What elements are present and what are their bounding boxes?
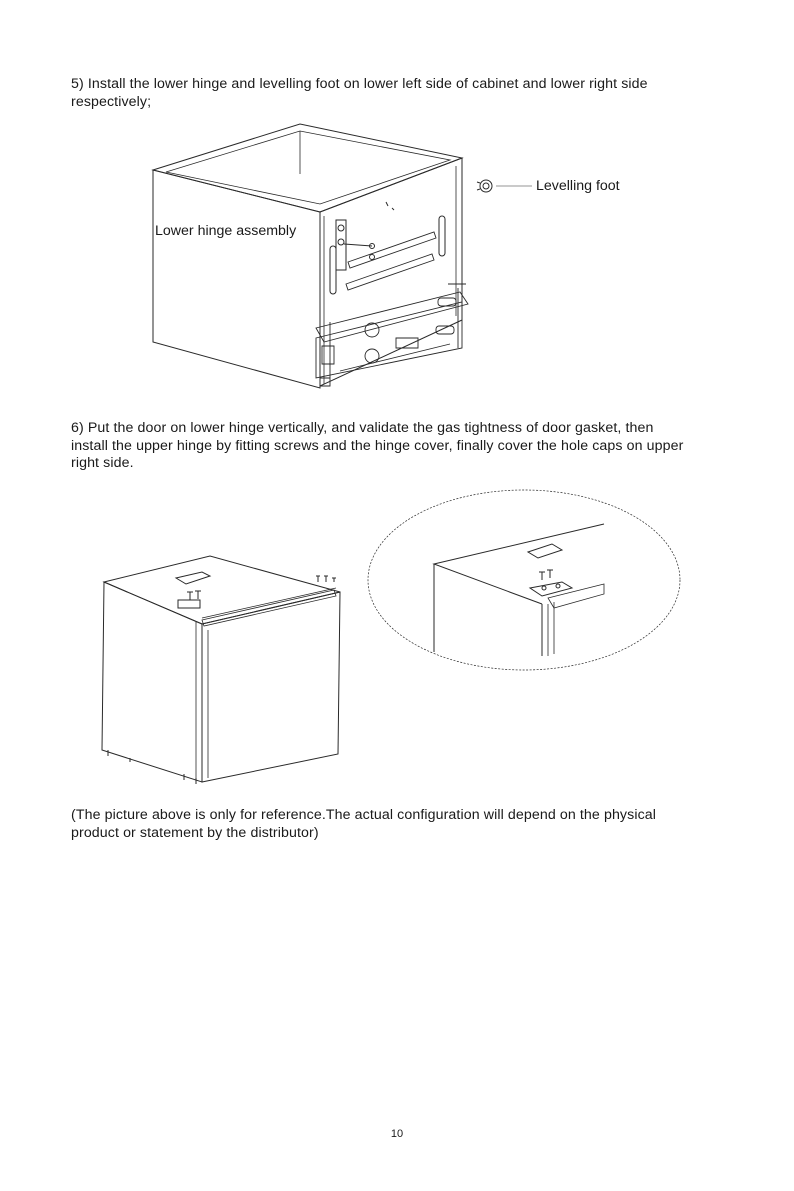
step-5-instruction (71, 76, 731, 111)
cabinet-lower-hinge-diagram (140, 116, 630, 396)
side-panel-slot-1 (348, 232, 436, 268)
cabinet-left-panel (153, 170, 320, 388)
lower-hinge-assembly-label: Lower hinge assembly (155, 223, 297, 239)
side-panel-slot-2 (346, 254, 434, 290)
side-slot-vertical-right (439, 216, 445, 256)
step-5-line-2: respectively; (71, 93, 152, 110)
reference-note-line-1: (The picture above is only for reference.The actual configuration will depend on the physical (71, 807, 657, 823)
step-6-line-2: install the upper hinge by fitting screws and the hinge cover, finally cover the hole caps on upper (71, 437, 684, 454)
step-5-line-1: 5) Install the lower hinge and levelling foot on lower left side of cabinet and lower right side (71, 76, 648, 92)
detail-hinge-cover (528, 544, 562, 558)
step-6-line-1: 6) Put the door on lower hinge vertically, and validate the gas tightness of door gasket, then (71, 420, 654, 436)
hole-caps (316, 576, 336, 582)
cabinet-base-frame (316, 284, 468, 386)
cabinet-top-rim (153, 124, 462, 212)
step-6-instruction (71, 420, 731, 473)
cabinet-top-inner-rim (166, 131, 450, 204)
detail-screws (539, 570, 553, 580)
cabinet-left-side (102, 582, 202, 782)
cabinet-door (202, 592, 340, 782)
hinge-screws (178, 591, 201, 608)
side-slot-vertical-left (330, 246, 336, 294)
page-number: 10 (390, 1128, 404, 1140)
lower-hinge-bracket (336, 220, 375, 270)
levelling-foot-part (477, 180, 492, 192)
cabinet-right-panel (320, 158, 462, 386)
step-6-line-3: right side. (71, 455, 134, 471)
detail-top-edge (434, 524, 604, 604)
upper-hinge-detail-magnified (362, 488, 686, 674)
reference-note-line-2: product or statement by the distributor) (71, 824, 319, 841)
hinge-cover (176, 572, 210, 584)
cabinet-upper-hinge-diagram (90, 548, 350, 788)
magnifier-circle (368, 490, 680, 670)
levelling-foot-label: Levelling foot (536, 178, 620, 194)
reference-note (71, 807, 731, 842)
